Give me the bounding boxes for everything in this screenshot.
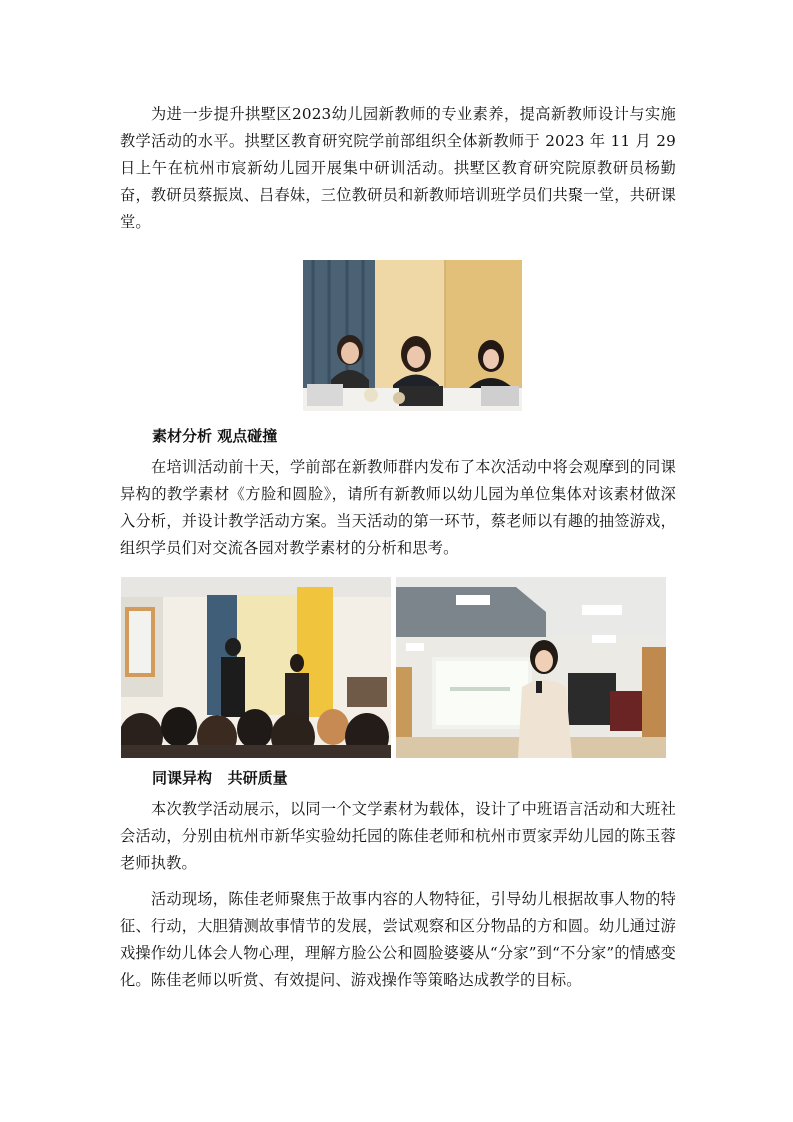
section-heading-quality: 同课异构 共研质量 [152,769,288,787]
quality-paragraph-2: 活动现场，陈佳老师聚焦于故事内容的人物特征，引导幼儿根据故事人物的特征、行动，大胆猜测故事情节的发展，尝试观察和区分物品的方和圆。幼儿通过游戏操作幼儿体会人物心理，理解方脸公公和圆脸婆婆从“分家”到“不分家”的情感变化。陈佳老师以听赏、有效提问、游戏操作等策略达成教学的目标。 [120,890,676,989]
section-heading-analysis: 素材分析 观点碰撞 [152,427,278,445]
photo-classroom-audience [121,577,391,758]
photo-presenter-screen [396,577,666,758]
analysis-paragraph: 在培训活动前十天，学前部在新教师群内发布了本次活动中将会观摩到的同课异构的教学素材《方脸和圆脸》，请所有新教师以幼儿园为单位集体对该素材做深入分析，并设计教学活动方案。当天活动的第一环节，蔡老师以有趣的抽签游戏，组织学员们对交流各园对教学素材的分析和思考。 [120,458,676,557]
quality-paragraph-1: 本次教学活动展示，以同一个文学素材为载体，设计了中班语言活动和大班社会活动，分别由杭州市新华实验幼托园的陈佳老师和杭州市贾家弄幼儿园的陈玉蓉老师执教。 [120,800,676,872]
photo-three-teachers [303,260,522,411]
intro-paragraph: 为进一步提升拱墅区2023幼儿园新教师的专业素养，提高新教师设计与实施教学活动的水平。拱墅区教育研究院学前部组织全体新教师于 2023 年 11 月 29 日上午在杭州市宸新幼儿园开展集中研训活动。拱墅区教育研究院原教研员杨勤奋，教研员蔡振岚、吕春妹，三位教研员和新教师培训班学员们共聚一堂，共研课堂。 [120,105,676,231]
